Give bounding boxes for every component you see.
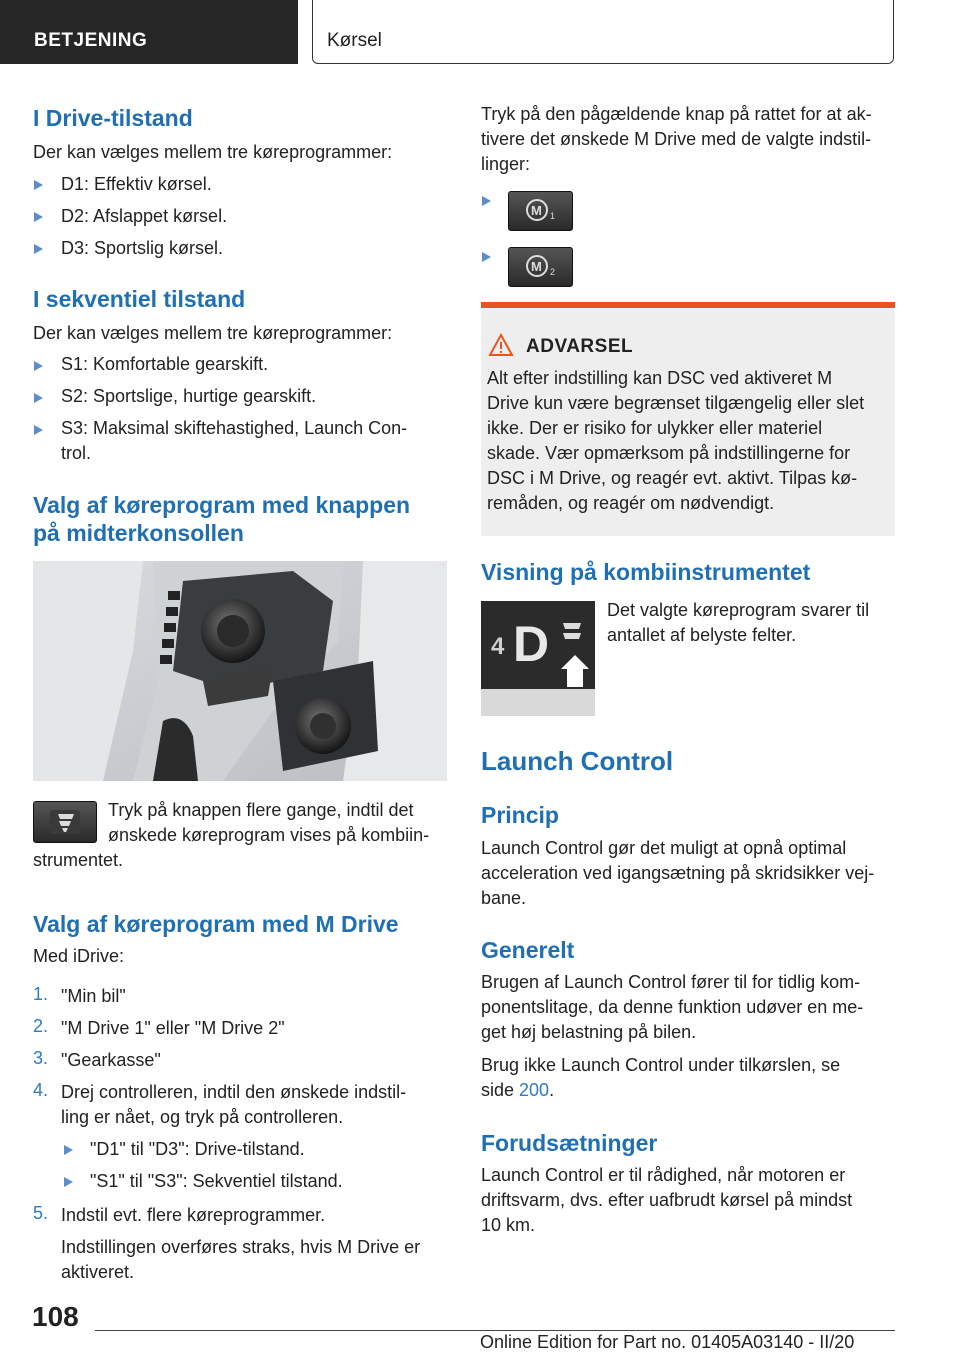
m2-button-icon [508,247,573,287]
header-chapter-label: Kørsel [327,30,382,51]
list-item: S2: Sportslige, hurtige gearskift. [61,386,317,406]
run-in-note-2: side 200. [481,1080,555,1100]
principle-line: acceleration ved igangsætning på skridsikker vej- [481,863,875,883]
heading-sequential: I sekventiel tilstand [33,286,246,312]
prerequisite-line: 10 km. [481,1215,536,1235]
principle-line: bane. [481,888,527,908]
warning-line: remåden, og reagér om nødvendigt. [487,493,775,513]
sub-step: "D1" til "D3": Drive-tilstand. [90,1139,305,1159]
heading-launch-control: Launch Control [481,746,674,776]
heading-select-button-2: på midterkonsollen [33,520,244,546]
step-number: 2. [33,1016,49,1036]
heading-prerequisites: Forudsætninger [481,1130,658,1156]
header-section-label: BETJENING [34,30,148,51]
bullet-icon [34,180,43,190]
svg-text:2: 2 [550,267,556,277]
bullet-icon [34,212,43,222]
prerequisite-line: Launch Control er til rådighed, når motoren er [481,1165,846,1185]
button-instruction-2: ønskede køreprogram vises på kombiin- [108,825,430,845]
heading-select-mdrive: Valg af køreprogram med M Drive [33,911,399,937]
header-section [0,0,298,64]
para-idrive: Der kan vælges mellem tre køreprogrammer: [33,142,393,162]
heading-idrive: I Drive-tilstand [33,105,193,131]
m1-button-icon [508,191,573,231]
para-sequential: Der kan vælges mellem tre køreprogrammer: [33,323,393,343]
warning-line: ikke. Der er risiko for ulykker eller materiel [487,418,823,438]
step-note: Indstillingen overføres straks, hvis M Drive er [61,1237,421,1257]
general-line: get høj belastning på bilen. [481,1022,697,1042]
warning-line: Alt efter indstilling kan DSC ved aktiveret M [487,368,833,388]
list-item: S1: Komfortable gearskift. [61,354,269,374]
general-line: Brugen af Launch Control fører til for tidlig kom- [481,972,861,992]
para-steering: Tryk på den pågældende knap på rattet for at ak- [481,104,872,124]
footer-divider [95,1330,895,1331]
warning-box [481,302,895,536]
principle-line: Launch Control gør det muligt at opnå optimal [481,838,847,858]
warning-line: DSC i M Drive, og reagér evt. aktivt. Tilpas kø- [487,468,858,488]
display-text-2: antallet af belyste felter. [607,625,797,645]
step-number: 1. [33,984,49,1004]
page-number: 108 [32,1301,79,1332]
heading-principle: Princip [481,802,559,828]
edition-label: Online Edition for Part no. 01405A03140 - II/20 [480,1332,855,1352]
prerequisite-line: driftsvarm, dvs. efter uafbrudt kørsel på mindst [481,1190,853,1210]
svg-text:1: 1 [550,211,556,221]
page-reference-link[interactable]: 200 [519,1080,550,1100]
cluster-mode-bars-icon [559,621,591,691]
heading-display: Visning på kombiinstrumentet [481,559,811,585]
heading-general: Generelt [481,937,575,963]
step-text: Indstil evt. flere køreprogrammer. [61,1205,326,1225]
step-number: 3. [33,1048,49,1068]
run-in-note: Brug ikke Launch Control under tilkørslen, se [481,1055,841,1075]
step-text: "Gearkasse" [61,1050,161,1070]
step-text: ling er nået, og tryk på controlleren. [61,1107,344,1127]
step-text: "M Drive 1" eller "M Drive 2" [61,1018,285,1038]
sub-step: "S1" til "S3": Sekventiel tilstand. [90,1171,343,1191]
bullet-icon [34,361,43,371]
general-line: ponentslitage, da denne funktion udøver en me- [481,997,864,1017]
list-item: trol. [61,443,92,463]
heading-select-button: Valg af køreprogram med knappen [33,492,411,518]
button-instruction-3: strumentet. [33,850,124,870]
warning-line: Drive kun være begrænset tilgængelig eller slet [487,393,865,413]
cluster-gear-letter: D [513,616,550,672]
para-steering: tivere det ønskede M Drive med de valgte indstil- [481,129,872,149]
display-text-1: Det valgte køreprogram svarer til [607,600,870,620]
instrument-cluster-image [481,601,595,716]
step-number: 5. [33,1203,49,1223]
bullet-icon [64,1177,73,1187]
cluster-gear-number: 4 [491,633,505,660]
step-text: Drej controlleren, indtil den ønskede indstil- [61,1082,407,1102]
step-note: aktiveret. [61,1262,135,1282]
list-item: S3: Maksimal skiftehastighed, Launch Con- [61,418,408,438]
warning-icon [488,333,514,362]
bullet-icon [34,244,43,254]
center-console-photo [33,561,447,781]
bullet-icon [482,196,491,206]
svg-text:M: M [531,203,542,218]
para-with-idrive: Med iDrive: [33,946,125,966]
button-instruction-1: Tryk på knappen flere gange, indtil det [108,800,414,820]
bullet-icon [482,252,491,262]
list-item: D3: Sportslig kørsel. [61,238,224,258]
bullet-icon [34,425,43,435]
para-steering: linger: [481,154,531,174]
drive-mode-button-image [33,801,97,843]
header-chapter [312,0,894,64]
step-number: 4. [33,1080,49,1100]
list-item: D1: Effektiv kørsel. [61,174,212,194]
warning-line: skade. Vær opmærksom på indstillingerne for [487,443,851,463]
bullet-icon [34,393,43,403]
warning-title: ADVARSEL [526,336,634,357]
svg-text:M: M [531,259,542,274]
bullet-icon [64,1145,73,1155]
list-item: D2: Afslappet kørsel. [61,206,228,226]
step-text: "Min bil" [61,986,126,1006]
